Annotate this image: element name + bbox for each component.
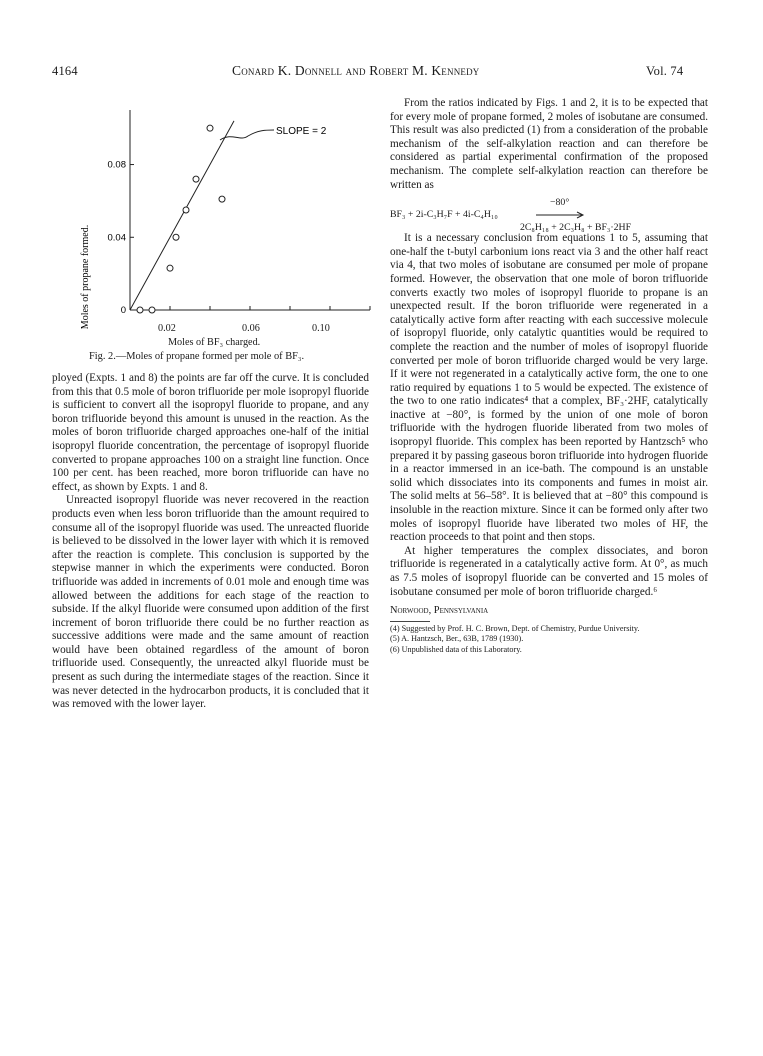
figure-caption: Fig. 2.—Moles of propane formed per mole of BF₃. [89, 351, 305, 362]
y-tick-label: 0 [120, 305, 126, 316]
plot-area [108, 110, 371, 316]
reaction-equation [390, 194, 708, 232]
y-axis-label: Moles of propane formed. [80, 224, 91, 330]
data-point [167, 265, 173, 271]
data-point [207, 125, 213, 131]
paragraph: It is a necessary conclusion from equations 1 to 5, assuming that one-half the t-butyl carbonium ions react via 3 and the other half react via 4, that two moles of isobutane are consumed per mole of propane formed. However, the observation that one mole of boron trifluoride converts exactly two moles of isopropyl fluoride to propane is an unexpected result. If the boron trifluoride were regenerated in a catalytically active form after reacting with each successive molecule of isopropyl fluoride, only catalytic quantities would be required to complete the reaction and the number of moles of isopropyl fluoride converted per mole of boron trifluoride charged would be very large. If it were not regenerated in a catalytically active form, the one to one ratio required by equations 1 to 5 would be expected. The existence of the two to one ratio indicates⁴ that a complex, BF₃·2HF, catalytically inactive at −80°, is formed by the union of one mole of boron trifluoride with the hydrogen fluoride liberated from two moles of isopropyl fluoride. This complex has been reported by Hantzsch⁵ who prepared it by passing gaseous boron trifluoride into hydrogen fluoride in a reactor immersed in an ice-bath. The compound is an unstable solid which dissociates into its components and fumes in moist air. The solid melts at 56–58°. It is believed that at −80° this compound is insoluble in the reaction mixture. Since it can be formed only after two moles of isopropyl fluoride have liberated two moles of HF, the reaction proceeds to that point and then stops. [390, 232, 708, 544]
x-axis-label: Moles of BF₃ charged. [168, 337, 261, 348]
paragraph: ployed (Expts. 1 and 8) the points are far off the curve. It is concluded from this that 0.5 mole of boron trifluoride per mole isopropyl fluoride is sufficient to convert all the isopropyl fluoride to propane, and any boron trifluoride beyond this amount is unused in the reaction. As the moles of boron trifluoride charged approaches one-half of the initial isopropyl fluoride concentration, the percentage of isopropyl fluoride converted to propane approaches 100 on a straight line function. Once 100 per cent. has been reached, more boron trifluoride can have no effect, as shown by Expts. 1 and 8. [52, 372, 369, 493]
slope-annotation: SLOPE = 2 [276, 126, 327, 137]
data-point [193, 176, 199, 182]
footnote: (4) Suggested by Prof. H. C. Brown, Dept. of Chemistry, Purdue University. [390, 623, 640, 633]
data-point [173, 234, 179, 240]
reaction-arrow-icon [536, 210, 586, 220]
paragraph: At higher temperatures the complex dissociates, and boron trifluoride is regenerated in a catalytically active form. At 0°, as much as 7.5 moles of isopropyl fluoride can be converted and 15 moles of isobutane consumed per mole of boron trifluoride charged.⁶ [390, 544, 708, 598]
equation-lhs: BF₃ + 2i-C₃H₇F + 4i-C₄H₁₀ [390, 209, 498, 221]
footnote: (5) A. Hantzsch, Ber., 63B, 1789 (1930). [390, 634, 524, 644]
equation-rhs: 2C₈H₁₈ + 2C₃H₈ + BF₃·2HF [520, 222, 632, 234]
right-column [390, 97, 708, 656]
data-point [183, 207, 189, 213]
x-tick-label: 0.10 [312, 323, 330, 334]
data-point [149, 307, 155, 313]
left-column [52, 372, 369, 712]
slope-line [130, 121, 234, 310]
page-number: 4164 [52, 64, 78, 78]
x-tick-label: 0.02 [158, 323, 176, 334]
x-tick-label: 0.06 [242, 323, 260, 334]
y-tick-label: 0.08 [107, 159, 126, 171]
volume-label: Vol. 74 [646, 64, 684, 78]
footnote: (6) Unpublished data of this Laboratory. [390, 644, 522, 654]
affiliation: Norwood, Pennsylvania [390, 605, 489, 617]
figure-2-chart [70, 90, 380, 350]
y-tick-label: 0.04 [107, 232, 126, 244]
paragraph: Unreacted isopropyl fluoride was never recovered in the reaction products even when less boron trifluoride than the amount required to consume all of the isopropyl fluoride was used. The unreacted fluoride is believed to be dissolved in the lower layer with which it is removed after the reaction is complete. This conclusion is supported by the stepwise manner in which the experiments were conducted. Boron trifluoride was added in increments of 0.01 mole and enough time was allowed between the additions for each stage of the reaction to subside. If the alkyl fluoride were consumed upon addition of the first increment of boron trifluoride there could be no further reaction as successive additions were made and the same amount of reaction would have been obtained regardless of the amount of boron trifluoride used. Consequently, the unreacted alkyl fluoride must be present as such during the intermediate stages of the reaction. Since it was never detected in the hydrocarbon products, it is concluded that it was removed with the lower layer. [52, 494, 369, 711]
footnote-rule [390, 621, 430, 622]
data-point [219, 196, 225, 202]
equation-condition: −80° [550, 197, 570, 209]
running-head-authors: Conard K. Donnell and Robert M. Kennedy [232, 63, 480, 78]
data-point [137, 307, 143, 313]
paragraph: From the ratios indicated by Figs. 1 and 2, it is to be expected that for every mole of propane formed, 2 moles of isobutane are consumed. This result was also predicted (1) from a consideration of the probable mechanism of the self-alkylation reaction and can therefore be considered as partial experimental confirmation of the proposed mechanism. The complete self-alkylation reaction can therefore be written as [390, 97, 708, 191]
